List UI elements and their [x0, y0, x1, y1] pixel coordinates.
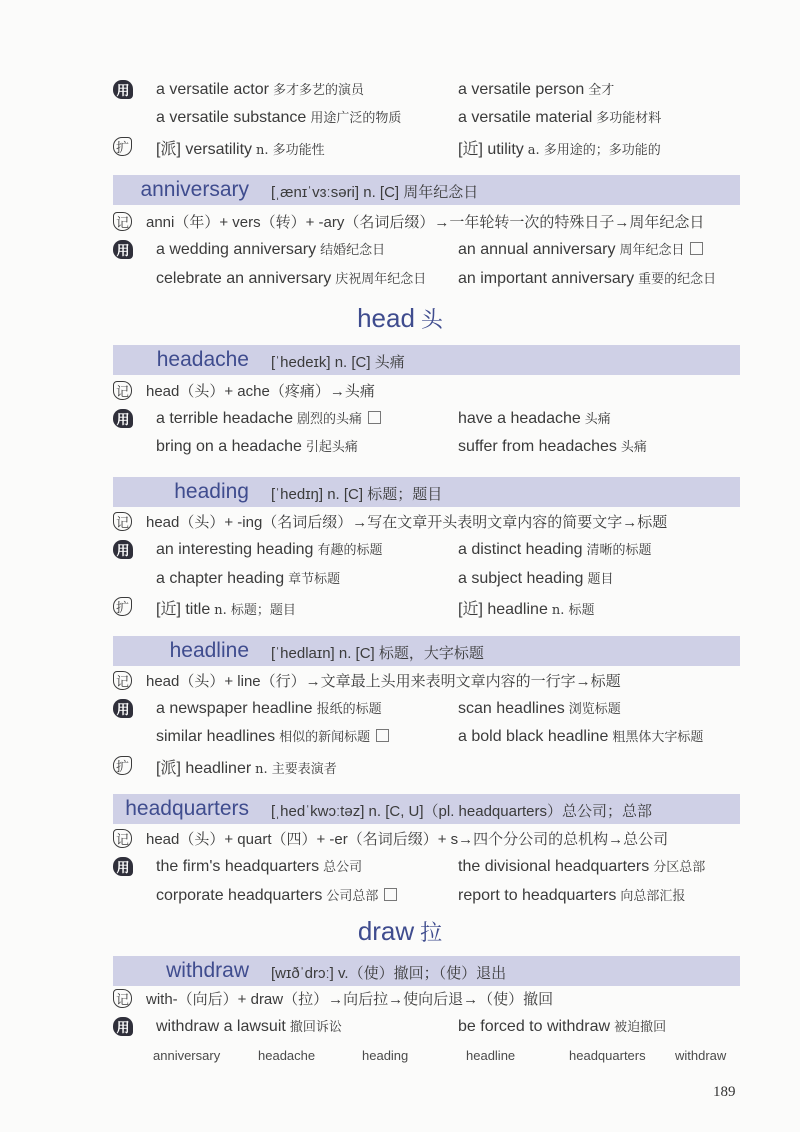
- headword: withdraw: [166, 959, 249, 982]
- collocation-left: bring on a headache 引起头痛: [156, 438, 358, 455]
- collocation-right: suffer from headaches 头痛: [458, 438, 647, 455]
- entry-header-withdraw: [113, 956, 740, 986]
- collocation-right: the divisional headquarters 分区总部: [458, 858, 706, 875]
- section-heading-draw: draw 拉: [357, 916, 443, 946]
- page-number: 189: [713, 1084, 736, 1100]
- memory-icon: 记: [113, 212, 132, 231]
- collocation-right: a bold black headline 粗黑体大字标题: [458, 728, 704, 745]
- collocation-row: [0, 855, 800, 879]
- pronunciation-definition: [ˌænɪˈvɜːsəri] n. [C] 周年纪念日: [271, 184, 479, 201]
- collocation-row: [0, 884, 800, 908]
- synonym-word: [近] title n. 标题；题目: [156, 601, 296, 618]
- footer-word: heading: [362, 1048, 409, 1063]
- extension-icon: 扩: [113, 137, 132, 156]
- collocation-row: [0, 435, 800, 459]
- usage-icon: 用: [113, 1017, 133, 1036]
- memory-row: [0, 987, 800, 1011]
- collocation-left: a versatile actor 多才多艺的演员: [156, 81, 364, 98]
- usage-icon: 用: [113, 857, 133, 876]
- collocation-right: have a headache 头痛: [458, 410, 611, 427]
- memory-icon: 记: [113, 671, 132, 690]
- footer-word: headache: [258, 1048, 316, 1063]
- usage-icon: 用: [113, 80, 133, 99]
- memory-icon: 记: [113, 381, 132, 400]
- memory-icon: 记: [113, 989, 132, 1008]
- entry-header-headache: [113, 345, 740, 375]
- headword: headline: [169, 639, 249, 662]
- collocation-right: scan headlines 浏览标题: [458, 700, 621, 717]
- footer-word-list: [0, 1048, 800, 1068]
- collocation-right: be forced to withdraw 被迫撤回: [458, 1018, 667, 1035]
- collocation-row: [0, 78, 800, 102]
- derived-word: [派] headliner n. 主要表演者: [156, 760, 337, 777]
- etymology-text: head（头）+ line（行）→文章最上头用来表明文章内容的一行字→标题: [146, 673, 621, 690]
- pronunciation-definition: [ˈhedɪŋ] n. [C] 标题；题目: [271, 486, 443, 503]
- collocation-left: withdraw a lawsuit 撤回诉讼: [156, 1018, 342, 1035]
- entry-header-headline: [113, 636, 740, 666]
- pronunciation-definition: [ˌhedˈkwɔːtəz] n. [C, U]（pl. headquarters）总公司；总部: [271, 803, 652, 820]
- pronunciation-definition: [ˈhedlaɪn] n. [C] 标题，大字标题: [271, 645, 484, 662]
- extension-icon: 扩: [113, 756, 132, 775]
- extension-row: [0, 754, 800, 778]
- exam-tag-icon: [384, 888, 397, 901]
- footer-word: headquarters: [569, 1048, 646, 1063]
- memory-row: [0, 210, 800, 234]
- headword: headquarters: [125, 797, 249, 820]
- collocation-row: [0, 106, 800, 130]
- collocation-left: the firm's headquarters 总公司: [156, 858, 363, 875]
- pronunciation-definition: [ˈhedeɪk] n. [C] 头痛: [271, 354, 405, 371]
- collocation-left: a terrible headache 剧烈的头痛: [156, 408, 381, 428]
- collocation-left: a newspaper headline 报纸的标题: [156, 700, 382, 717]
- headword: headache: [156, 348, 249, 371]
- etymology-text: head（头）+ quart（四）+ -er（名词后缀）+ s→四个分公司的总机构→总公司: [146, 831, 669, 848]
- collocation-left: similar headlines 相似的新闻标题: [156, 726, 389, 746]
- collocation-left: a versatile substance 用途广泛的物质: [156, 109, 402, 126]
- section-heading-head: head 头: [357, 303, 443, 333]
- collocation-right: a versatile material 多功能材料: [458, 109, 662, 126]
- collocation-left: an interesting heading 有趣的标题: [156, 541, 383, 558]
- entry-header-headquarters: [113, 794, 740, 824]
- usage-icon: 用: [113, 240, 133, 259]
- etymology-text: head（头）+ ache（疼痛）→头痛: [146, 383, 375, 400]
- usage-icon: 用: [113, 699, 133, 718]
- usage-icon: 用: [113, 409, 133, 428]
- footer-word: anniversary: [153, 1048, 221, 1063]
- collocation-left: corporate headquarters 公司总部: [156, 885, 397, 905]
- collocation-row: [0, 1015, 800, 1039]
- memory-row: [0, 510, 800, 534]
- collocation-right: a distinct heading 清晰的标题: [458, 541, 652, 558]
- synonym-word: [近] utility a. 多用途的；多功能的: [458, 141, 661, 158]
- collocation-row: [0, 697, 800, 721]
- collocation-right: an annual anniversary 周年纪念日: [458, 239, 703, 259]
- memory-icon: 记: [113, 512, 132, 531]
- headword: heading: [174, 480, 249, 503]
- collocation-row: [0, 538, 800, 562]
- memory-icon: 记: [113, 829, 132, 848]
- collocation-row: [0, 267, 800, 291]
- collocation-row: [0, 238, 800, 262]
- etymology-text: with-（向后）+ draw（拉）→向后拉→使向后退→（使）撤回: [146, 991, 554, 1008]
- exam-tag-icon: [376, 729, 389, 742]
- synonym-word: [近] headline n. 标题: [458, 601, 595, 618]
- footer-word: withdraw: [675, 1048, 727, 1063]
- pronunciation-definition: [wɪðˈdrɔː] v.（使）撤回；（使）退出: [271, 965, 507, 982]
- etymology-text: head（头）+ -ing（名词后缀）→写在文章开头表明文章内容的简要文字→标题: [146, 514, 668, 531]
- exam-tag-icon: [368, 411, 381, 424]
- derived-word: [派] versatility n. 多功能性: [156, 141, 325, 158]
- memory-row: [0, 379, 800, 403]
- collocation-row: [0, 567, 800, 591]
- etymology-text: anni（年）+ vers（转）+ -ary（名词后缀）→一年轮转一次的特殊日子→周年纪念日: [146, 214, 705, 231]
- usage-icon: 用: [113, 540, 133, 559]
- collocation-right: a subject heading 题目: [458, 570, 614, 587]
- collocation-left: a chapter heading 章节标题: [156, 570, 341, 587]
- collocation-left: a wedding anniversary 结婚纪念日: [156, 241, 386, 258]
- memory-row: [0, 827, 800, 851]
- collocation-left: celebrate an anniversary 庆祝周年纪念日: [156, 270, 427, 287]
- collocation-right: an important anniversary 重要的纪念日: [458, 270, 717, 287]
- entry-header-heading: [113, 477, 740, 507]
- extension-row: [0, 135, 800, 159]
- collocation-row: [0, 725, 800, 749]
- entry-header-anniversary: [113, 175, 740, 205]
- collocation-row: [0, 407, 800, 431]
- memory-row: [0, 669, 800, 693]
- headword: anniversary: [140, 178, 249, 201]
- exam-tag-icon: [690, 242, 703, 255]
- collocation-right: a versatile person 全才: [458, 81, 615, 98]
- extension-icon: 扩: [113, 597, 132, 616]
- footer-word: headline: [466, 1048, 516, 1063]
- collocation-right: report to headquarters 向总部汇报: [458, 887, 686, 904]
- extension-row: [0, 595, 800, 619]
